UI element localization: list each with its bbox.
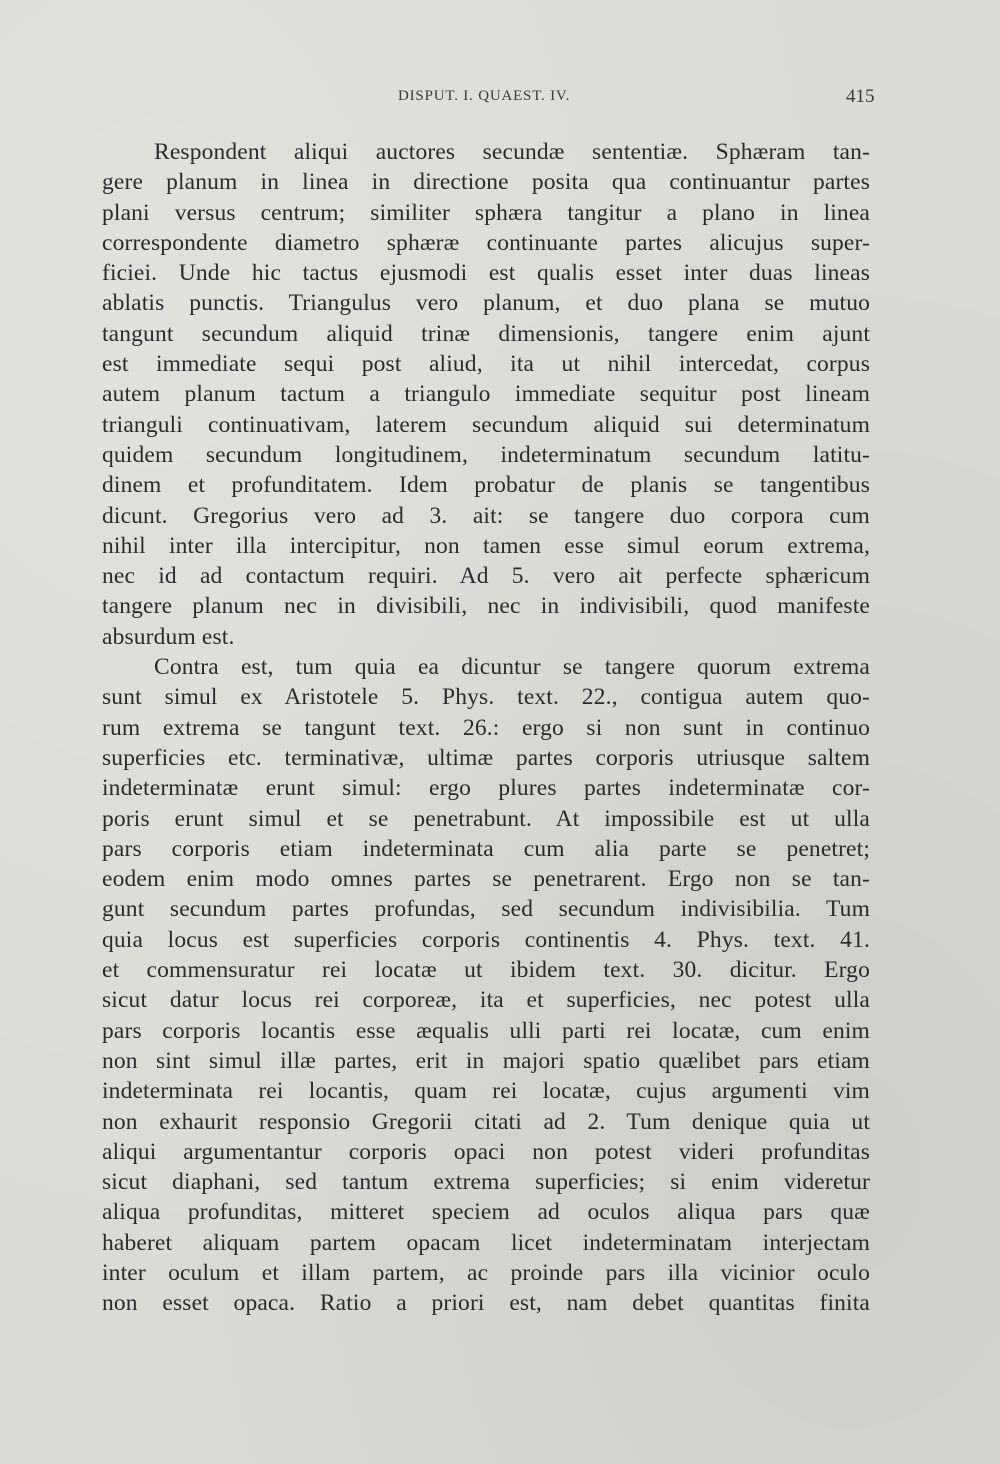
text-line: et commensuratur rei locatæ ut ibidem text. 30. dicitur. Ergo	[102, 957, 870, 984]
text-line: ficiei. Unde hic tactus ejusmodi est qualis esset inter duas lineas	[102, 260, 870, 287]
text-line: aliqui argumentantur corporis opaci non potest videri profunditas	[102, 1138, 870, 1165]
text-line: poris erunt simul et se penetrabunt. At impossibile est ut ulla	[102, 805, 870, 832]
running-title: DISPUT. I. QUAEST. IV.	[398, 88, 571, 104]
text-line: tangunt secundum aliquid trinæ dimensionis, tangere enim ajunt	[102, 320, 870, 347]
text-line: autem planum tactum a triangulo immediate sequitur post lineam	[102, 381, 870, 408]
text-line: sicut diaphani, sed tantum extrema superficies; si enim videretur	[102, 1169, 870, 1196]
text-line: gere planum in linea in directione posita qua continuantur partes	[102, 169, 870, 196]
text-line: pars corporis locantis esse æqualis ulli parti rei locatæ, cum enim	[102, 1017, 870, 1044]
text-line: indeterminatæ erunt simul: ergo plures partes indeterminatæ cor-	[102, 775, 870, 802]
text-line: sicut datur locus rei corporeæ, ita et superficies, nec potest ulla	[102, 987, 870, 1014]
text-line: absurdum est.	[102, 623, 235, 650]
text-line: rum extrema se tangunt text. 26.: ergo si non sunt in continuo	[102, 714, 870, 741]
text-line: dinem et profunditatem. Idem probatur de planis se tangentibus	[102, 472, 870, 499]
text-line: aliqua profunditas, mitteret speciem ad oculos aliqua pars quæ	[102, 1199, 870, 1226]
running-header	[0, 88, 1000, 112]
text-line: gunt secundum partes profundas, sed secundum indivisibilia. Tum	[102, 896, 870, 923]
text-line: trianguli continuativam, laterem secundum aliquid sui determinatum	[102, 411, 870, 438]
text-line: sunt simul ex Aristotele 5. Phys. text. 22., contigua autem quo-	[102, 684, 870, 711]
text-line: pars corporis etiam indeterminata cum alia parte se penetret;	[102, 835, 870, 862]
page-number: 415	[846, 86, 875, 107]
text-line: eodem enim modo omnes partes se penetrarent. Ergo non se tan-	[102, 866, 870, 893]
text-line: ablatis punctis. Triangulus vero planum, et duo plana se mutuo	[102, 290, 870, 317]
text-line: non exhaurit responsio Gregorii citati ad 2. Tum denique quia ut	[102, 1108, 870, 1135]
text-line: haberet aliquam partem opacam licet indeterminatam interjectam	[102, 1229, 870, 1256]
text-line: Respondent aliqui auctores secundæ sententiæ. Sphæram tan-	[154, 139, 870, 165]
text-line: tangere planum nec in divisibili, nec in indivisibili, quod manifeste	[102, 593, 870, 620]
text-line: plani versus centrum; similiter sphæra tangitur a plano in linea	[102, 199, 870, 226]
text-line: inter oculum et illam partem, ac proinde pars illa vicinior oculo	[102, 1259, 870, 1286]
text-line: nihil inter illa intercipitur, non tamen esse simul eorum extrema,	[102, 532, 870, 559]
body-text	[102, 137, 870, 1319]
text-line: non sint simul illæ partes, erit in majori spatio quælibet pars etiam	[102, 1047, 870, 1074]
text-line: correspondente diametro sphæræ continuante partes alicujus super-	[102, 229, 870, 256]
text-line: dicunt. Gregorius vero ad 3. ait: se tangere duo corpora cum	[102, 502, 870, 529]
text-line: Contra est, tum quia ea dicuntur se tangere quorum extrema	[154, 654, 870, 681]
text-line: non esset opaca. Ratio a priori est, nam debet quantitas finita	[102, 1290, 870, 1317]
text-line: quidem secundum longitudinem, indeterminatum secundum latitu-	[102, 441, 870, 468]
text-line: est immediate sequi post aliud, ita ut nihil intercedat, corpus	[102, 351, 870, 378]
text-line: superficies etc. terminativæ, ultimæ partes corporis utriusque saltem	[102, 744, 870, 771]
text-line: quia locus est superficies corporis continentis 4. Phys. text. 41.	[102, 926, 870, 953]
text-line: nec id ad contactum requiri. Ad 5. vero ait perfecte sphæricum	[102, 563, 870, 590]
text-line: indeterminata rei locantis, quam rei locatæ, cujus argumenti vim	[102, 1078, 870, 1105]
